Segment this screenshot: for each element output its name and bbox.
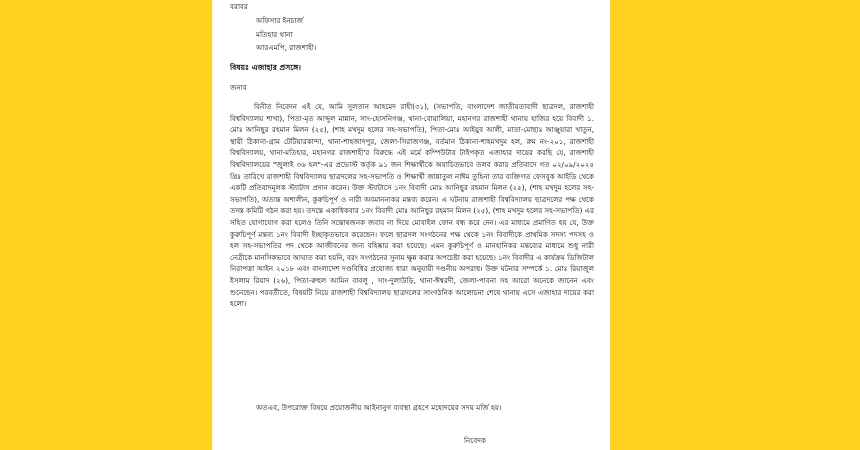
recipient-line-2: মতিহার থানা bbox=[256, 30, 293, 39]
signoff: নিবেদক bbox=[464, 436, 487, 445]
recipient-line-3: আরএমপি, রাজশাহী। bbox=[256, 43, 317, 52]
closing-line: অতএব, উপরোক্ত বিষয়ে প্রয়োজনীয় আইনানুগ ব্যবস্থা গ্রহণে মহোদয়ের সদয় মর্জি হয়। bbox=[256, 403, 502, 412]
body-text: বিনীত নিবেদন এই যে, আমি সুলতান আহমেদ রাহী(৩১), (সভাপতি, বাংলাদেশ জাতীয়তাবাদী ছাত্রদল, রাজশাহী বিশ্ববিদ্যালয় শাখা), পিতা-মৃত আব্দুল মান্নান, সাং-হোসনিগঞ্জ, থানা-বোয়ালিয়া, মহানগর রাজশাহী থানায় হাজির হয়ে বিবাদী ১. মোঃ আনিছুর রহমান মিলন (২৫), (শাহ মখদুম হলের সহ-সভাপতি), পিতা-মোঃ আইয়ুব আলী, মাতা-মোছাঃ আঞ্জুয়ারা খাতুন, স্থায়ী ঠিকানা-গ্রাম টেটিয়ারকান্দা, থানা-শাহজাদপুর, জেলা-সিরাজগঞ্জ, বর্তমান ঠিকানা-শাহমখদুম হল, রুম নং-২০১, রাজশাহী বিশ্ববিদ্যালয়, থানা-মতিহার, মহানগর রাজশাহী'র বিরুদ্ধে এই মর্মে কম্পিউটার টাইপকৃত এজাহার দায়ের করছি যে, রাজশাহী বিশ্ববিদ্যালয়ের "জুলাই ৩৬ হল"-এর প্রভোস্ট কর্তৃক ৯১ জন শিক্ষার্থীকে অযাচিতভাবে তলব করার প্রতিবাদে গত ০২/০৯/২০২৫ খ্রিঃ তারিখে রাজশাহী বিশ্ববিদ্যালয় ছাত্রদলের সহ-সভাপতি ও শিক্ষার্থী জান্নাতুল নাঈম তুহিনা তার ব্যক্তিগত ফেসবুক আইডি থেকে একটি প্রতিবাদমূলক স্ট্যাটাস প্রদান করেন। উক্ত স্ট্যাটাসে ১নং বিবাদী মোঃ আনিছুর রহমান মিলন (২৫), (শাহ মখদুম হলের সহ-সভাপতি), অত্যন্ত অশালীন, কুরুচিপূর্ণ ও নারী অবমাননাকর মন্তব্য করেন। এ ঘটনায় রাজশাহী বিশ্ববিদ্যালয় ছাত্রদলের পক্ষ থেকে তদন্ত কমিটি গঠন করা হয়। তদন্তে একাধিকবার ১নং বিবাদী মোঃ আনিছুর রহমান মিলন (২৫), (শাহ মখদুম হলের সহ-সভাপতি) এর সহিত যোগাযোগ করা হলেও তিনি সন্তোষজনক জবাব না দিয়ে মোবাইল ফোন বন্ধ করে দেন। এর মাধ্যমে প্রমাণিত হয় যে, উক্ত কুরুচিপূর্ণ মন্তব্য ১নং বিবাদী ইচ্ছাকৃতভাবে করেছেন। ফলে ছাত্রদল সংগঠনের পক্ষ থেকে ১নং বিবাদীকে প্রাথমিক সদস্য পদসহ ও হল সহ-সভাপতির পদ থেকে আজীবনের জন্য বহিষ্কার করা হয়েছে। এমন কুরুচিপূর্ণ ও মানহানিকর মন্তব্যের মাধ্যমে শুধু নারী নেত্রীকে মানসিকভাবে আঘাত করা হয়নি, বরং সংগঠনের সুনাম ক্ষুন্ন করার অপচেষ্টা করা হয়েছে। ১নং বিবাদীর এ কার্যক্রম ডিজিটাল নিরাপত্তা আইন ২০১৮ এবং বাংলাদেশ দণ্ডবিধির প্রযোজ্য ধারা অনুযায়ী দণ্ডনীয় অপরাধ। উক্ত ঘটনার সম্পর্কে ১. মোঃ রিয়াজুল ইসলাম রিয়াদ (২৬), পিতা-রুহুল আমিন বাবলু , সাং-দুলাউড়ি, থানা-ঈশ্বরদী, জেলা-পাবনা সহ আরো অনেকে জানেন এবং শুনেছেন। পরবর্তীতে, বিষয়টি নিয়ে রাজশাহী বিশ্ববিদ্যালয় ছাত্রদলের সাংগঠনিক আলোচনা শেষে থানায় এসে এজাহার দায়ের করা হলো। bbox=[230, 102, 594, 309]
subject-line: বিষয়ঃ এজাহার প্রসঙ্গে। bbox=[230, 63, 302, 72]
recipient-line-1: অফিসার ইনচার্জ bbox=[256, 16, 304, 25]
salutation: জনাব bbox=[230, 83, 247, 92]
body-paragraph bbox=[230, 101, 594, 310]
to-label: বরাবর bbox=[230, 2, 248, 11]
document-page bbox=[212, 0, 610, 450]
